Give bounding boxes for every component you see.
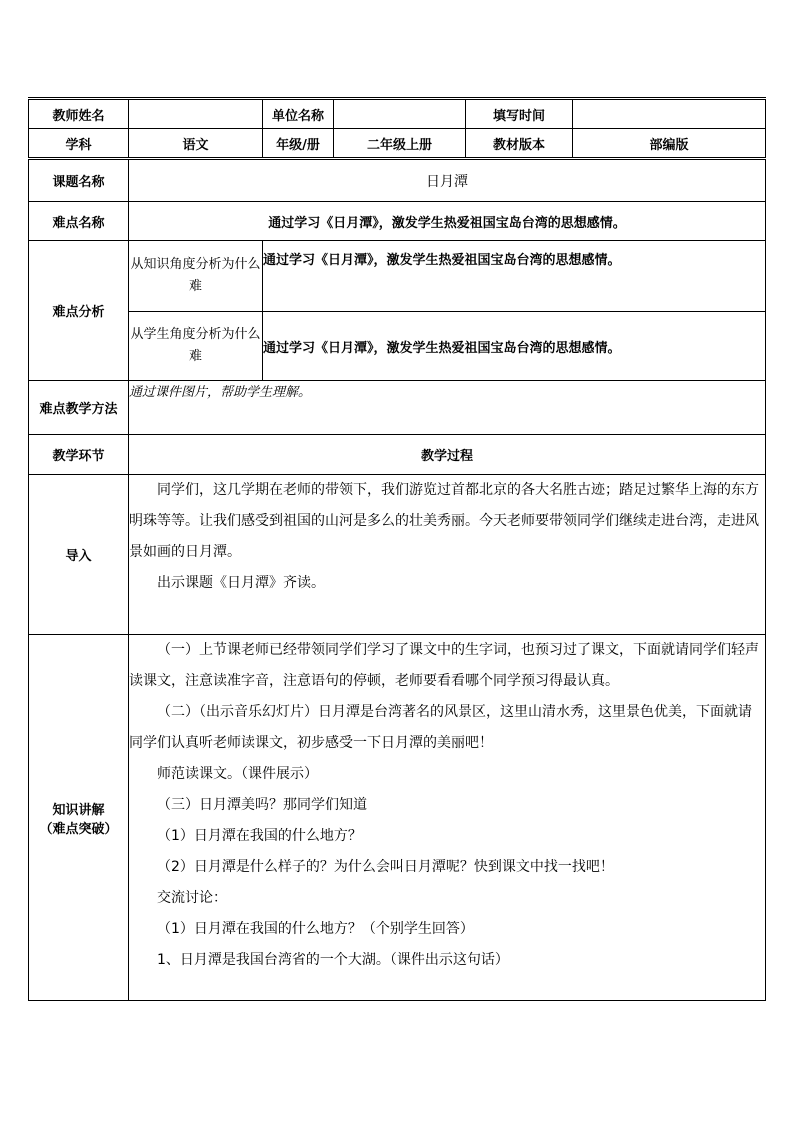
subject-label: 学科 [29, 129, 129, 159]
process-header-row [29, 435, 766, 475]
header-row-2 [29, 129, 766, 159]
teacher-name-label: 教师姓名 [29, 99, 129, 129]
lesson-title-label: 课题名称 [29, 159, 129, 202]
fill-time-value [573, 99, 766, 129]
intro-label: 导入 [29, 475, 129, 635]
grade-value: 二年级上册 [334, 129, 466, 159]
lesson-title-value: 日月潭 [129, 159, 766, 202]
analysis-row-student [29, 312, 766, 381]
knowledge-label [29, 635, 129, 1001]
knowledge-label-line1: 知识讲解 [52, 802, 105, 818]
intro-content [129, 475, 766, 635]
fill-time-label: 填写时间 [466, 99, 573, 129]
intro-row [29, 475, 766, 635]
knowledge-angle-label: 从知识角度分析为什么难 [129, 241, 263, 312]
knowledge-paragraph: （2）日月潭是什么样子的？为什么会叫日月潭呢？快到课文中找一找吧！ [157, 859, 614, 875]
difficulty-value: 通过学习《日月潭》，激发学生热爱祖国宝岛台湾的思想感情。 [129, 202, 766, 241]
intro-paragraph: 出示课题《日月潭》齐读。 [157, 575, 325, 591]
analysis-label: 难点分析 [29, 241, 129, 381]
difficulty-row [29, 202, 766, 241]
knowledge-label-line2: （难点突破） [39, 821, 118, 837]
process-header: 教学过程 [129, 435, 766, 475]
knowledge-paragraph: （一）上节课老师已经带领同学们学习了课文中的生字词，也预习过了课文，下面就请同学们轻声读课文，注意读准字音，注意语句的停顿，老师要看看哪个同学预习得最认真。 [129, 642, 759, 689]
knowledge-paragraph: （二）（出示音乐幻灯片）日月潭是台湾著名的风景区，这里山清水秀，这里景色优美，下面就请同学们认真听老师读课文，初步感受一下日月潭的美丽吧！ [129, 704, 752, 751]
header-row-1 [29, 99, 766, 129]
intro-paragraph: 同学们，这几学期在老师的带领下，我们游览过首都北京的各大名胜古迹；踏足过繁华上海的东方明珠等等。让我们感受到祖国的山河是多么的壮美秀丽。今天老师要带领同学们继续走进台湾，走进风景如画的日月潭。 [129, 482, 759, 560]
method-row [29, 381, 766, 435]
knowledge-angle-value: 通过学习《日月潭》，激发学生热爱祖国宝岛台湾的思想感情。 [263, 241, 766, 312]
student-angle-label: 从学生角度分析为什么难 [129, 312, 263, 381]
knowledge-paragraph: 师范读课文。（课件展示） [157, 766, 318, 782]
knowledge-paragraph: （1）日月潭在我国的什么地方？（个别学生回答） [157, 921, 474, 937]
knowledge-paragraph: 交流讨论： [157, 890, 227, 906]
difficulty-label: 难点名称 [29, 202, 129, 241]
analysis-row-knowledge [29, 241, 766, 312]
method-label: 难点教学方法 [29, 381, 129, 435]
unit-name-value [334, 99, 466, 129]
knowledge-paragraph: 1、日月潭是我国台湾省的一个大湖。（课件出示这句话） [157, 952, 509, 968]
knowledge-paragraph: （三）日月潭美吗？那同学们知道 [157, 797, 367, 813]
edition-label: 教材版本 [466, 129, 573, 159]
method-value: 通过课件图片，帮助学生理解。 [129, 381, 766, 435]
teacher-name-value [129, 99, 263, 129]
unit-name-label: 单位名称 [263, 99, 334, 129]
edition-value: 部编版 [573, 129, 766, 159]
subject-value: 语文 [129, 129, 263, 159]
knowledge-row [29, 635, 766, 1001]
grade-label: 年级/册 [263, 129, 334, 159]
title-row [29, 159, 766, 202]
knowledge-paragraph: （1）日月潭在我国的什么地方？ [157, 828, 362, 844]
knowledge-content [129, 635, 766, 1001]
step-header: 教学环节 [29, 435, 129, 475]
lesson-plan-table [28, 97, 766, 1001]
student-angle-value: 通过学习《日月潭》，激发学生热爱祖国宝岛台湾的思想感情。 [263, 312, 766, 381]
